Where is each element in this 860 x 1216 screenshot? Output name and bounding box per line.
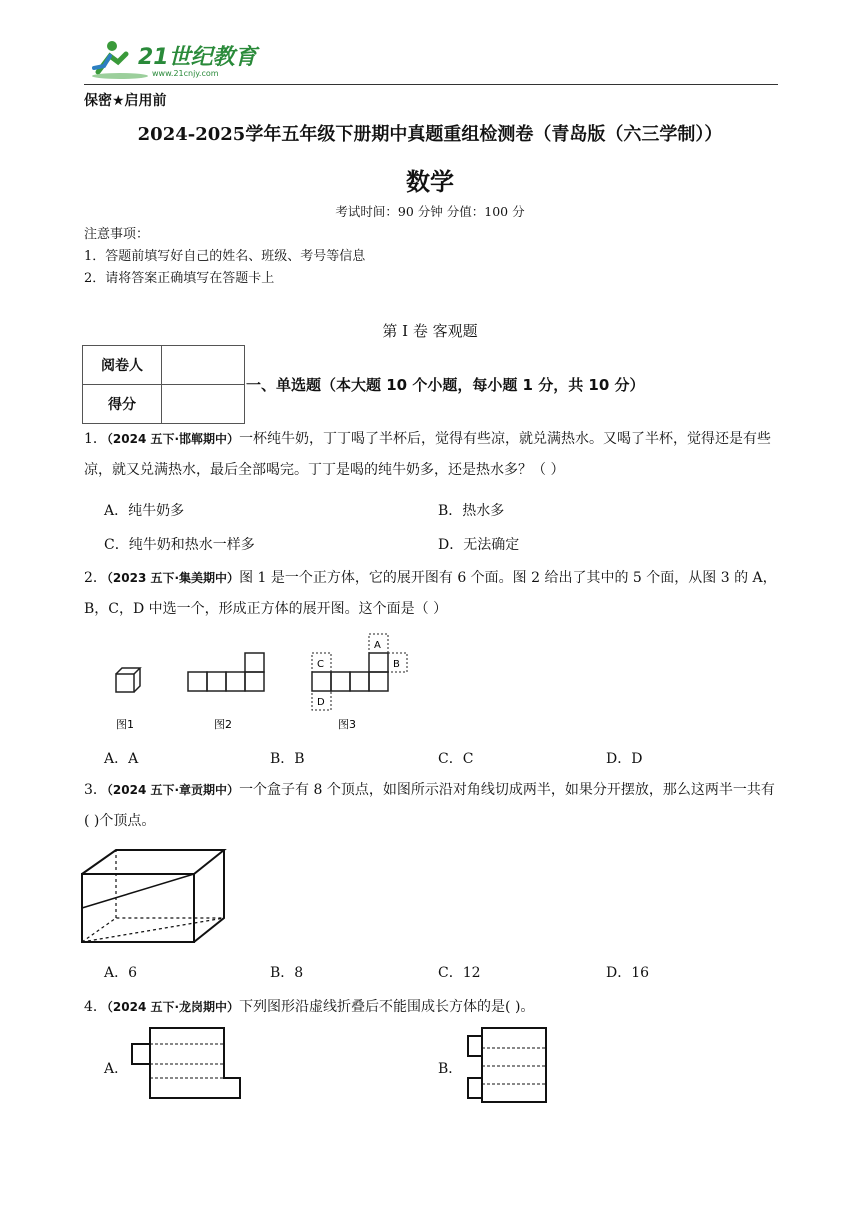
question-1 [84,424,778,486]
question-3 [84,775,778,837]
score-cell[interactable] [162,385,245,424]
face-c-label: C [317,659,324,670]
reviewer-label: 阅卷人 [83,346,162,385]
subject-title: 数学 [406,168,454,196]
option-a[interactable]: A．6 [104,965,138,981]
box-diagonal-figure [80,846,230,946]
option-d[interactable]: D．无法确定 [438,537,520,553]
page-title: 2024-2025学年五年级下册期中真题重组检测卷（青岛版（六三学制）） [137,124,723,145]
exam-info: 考试时间：90 分钟 分值：100 分 [335,204,525,219]
notes [84,224,365,290]
option-d[interactable]: D．16 [606,965,650,981]
option-c[interactable]: C．C [438,751,474,767]
figure1-label: 图1 [116,718,134,731]
question-number: 2． [84,570,107,586]
question-number: 4． [84,999,107,1015]
question-text: 下列图形沿虚线折叠后不能围成长方体的是( )。 [239,999,535,1015]
logo-text: 21世纪教育 [138,45,257,70]
question-text: 图 1 是一个正方体，它的展开图有 6 个面。图 2 给出了其中的 5 个面，从图 3 的 A，B，C，D 中选一个，形成正方体的展开图。这个面是（ ） [84,570,777,617]
notes-item: 2．请将答案正确填写在答题卡上 [84,271,275,286]
header-rule [84,84,778,85]
option-d[interactable]: D．D [606,751,643,767]
question-text: 一杯纯牛奶，丁丁喝了半杯后，觉得有些凉，就兑满热水。又喝了半杯，觉得还是有些凉，就又兑满热水，最后全部喝完。丁丁是喝的纯牛奶多，还是热水多？（ ） [84,431,772,478]
face-b-label: B [393,659,400,670]
cube-net-figure [100,630,420,734]
question-source: （2023 五下·集美期中） [106,571,240,585]
option-a[interactable]: A．纯牛奶多 [104,503,185,519]
net-figure-2 [188,653,264,691]
option-b[interactable]: B．热水多 [438,503,505,519]
secret-label: 保密★启用前 [84,93,167,109]
option-a[interactable]: A．A [104,751,139,767]
logo [90,38,260,80]
option-c[interactable]: C．12 [438,965,481,981]
part-title: 第 I 卷 客观题 [382,322,478,340]
face-a-label: A [374,640,381,651]
option-c[interactable]: C．纯牛奶和热水一样多 [104,537,255,553]
option-b[interactable]: B． [438,1061,463,1077]
figure3-label: 图3 [338,718,356,731]
face-d-label: D [317,697,325,708]
cube-figure [116,668,140,692]
question-number: 3． [84,782,107,798]
question-source: （2024 五下·章贡期中） [106,783,240,797]
option-b[interactable]: B．B [270,751,305,767]
option-a[interactable]: A． [104,1061,129,1077]
question-4 [84,992,778,1023]
question-source: （2024 五下·邯郸期中） [106,432,240,446]
figure2-label: 图2 [214,718,232,731]
score-label: 得分 [83,385,162,424]
question-text: 一个盒子有 8 个顶点，如图所示沿对角线切成两半，如果分开摆放，那么这两半一共有( )个顶点。 [84,782,775,829]
net-option-b-figure [462,1026,552,1108]
score-table [82,345,245,424]
question-2 [84,563,778,625]
question-source: （2024 五下·龙岗期中） [106,1000,240,1014]
question-number: 1． [84,431,107,447]
option-b[interactable]: B．8 [270,965,304,981]
section-title: 一、单选题（本大题 10 个小题，每小题 1 分，共 10 分） [246,376,645,394]
reviewer-cell[interactable] [162,346,245,385]
net-option-a-figure [128,1026,246,1106]
logo-url: www.21cnjy.com [152,69,219,78]
notes-item: 1．答题前填写好自己的姓名、班级、考号等信息 [84,249,366,264]
notes-heading: 注意事项： [84,227,150,242]
cut-line [82,874,194,908]
